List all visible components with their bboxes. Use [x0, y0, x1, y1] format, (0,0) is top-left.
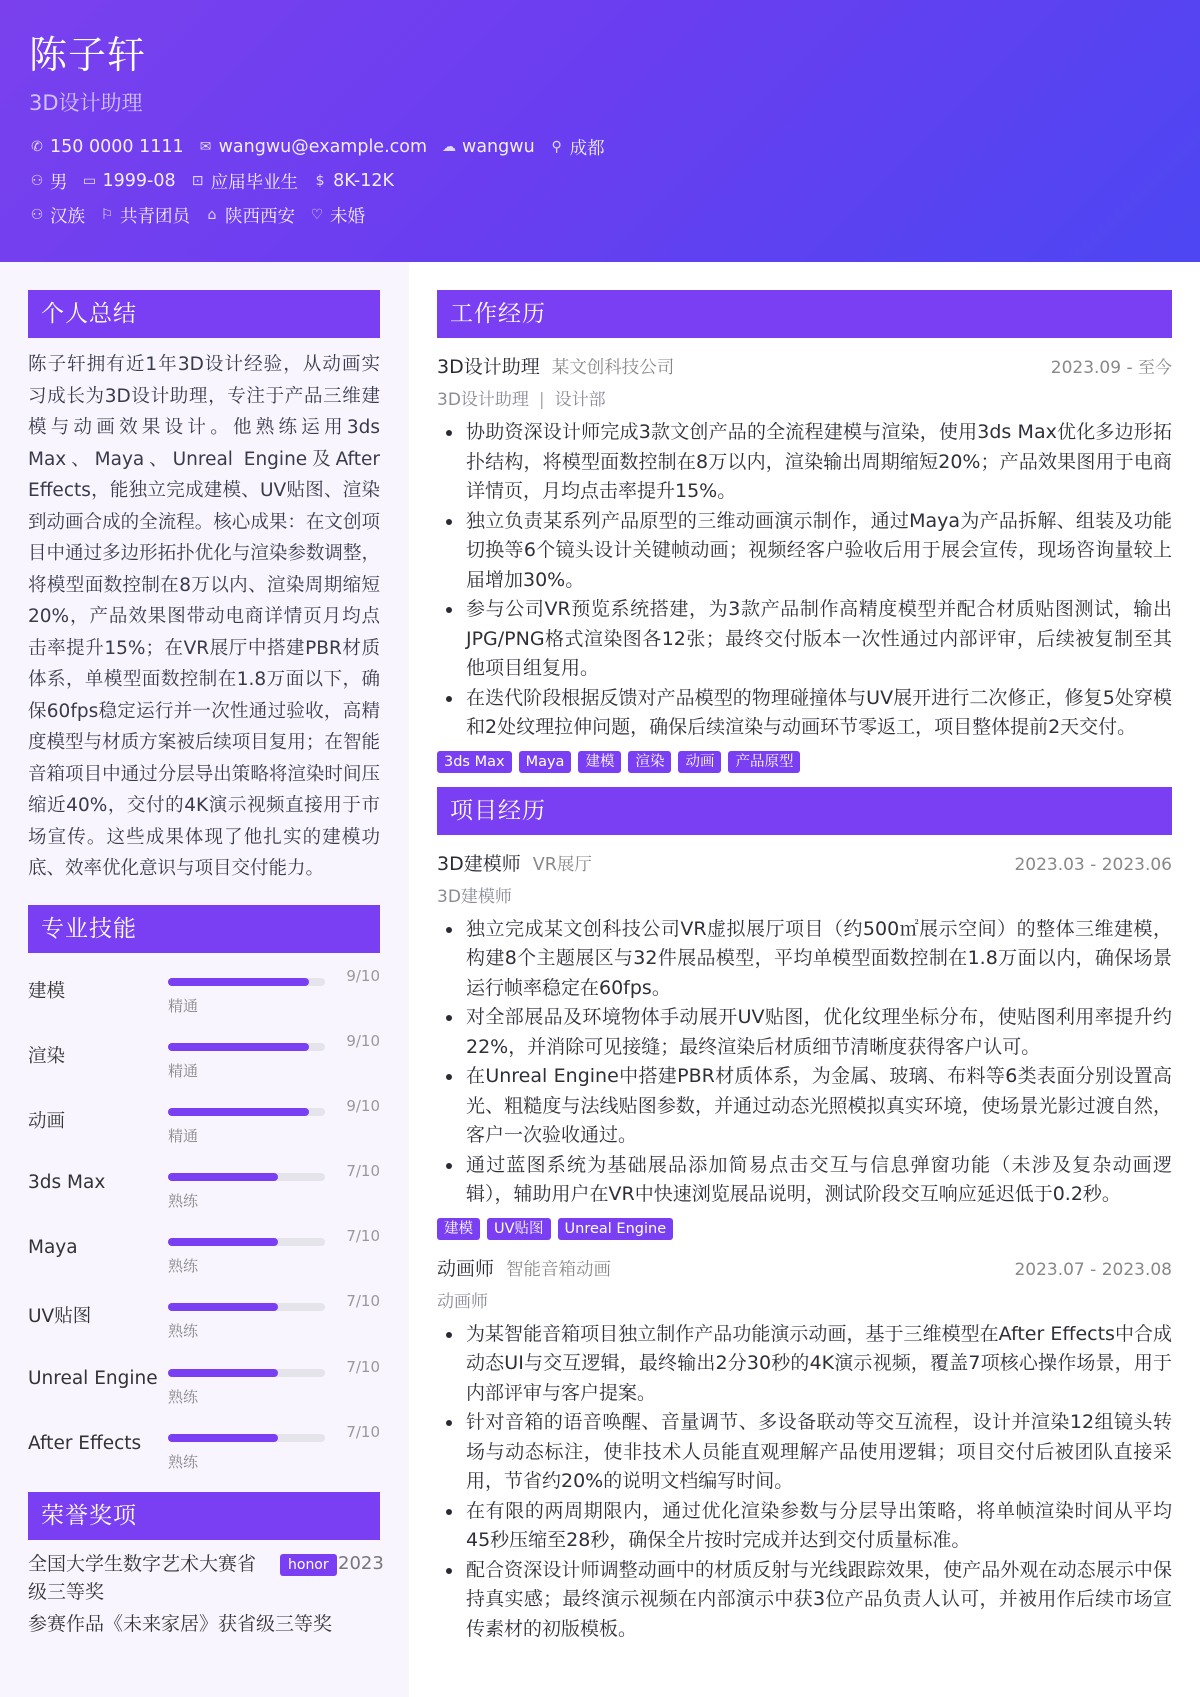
contact-info — [29, 132, 1200, 230]
project-entries — [437, 849, 1172, 1645]
bullet-list — [437, 1320, 1172, 1645]
honor-description: 参赛作品《未来家居》获省级三等奖 — [28, 1613, 333, 1635]
skill-bar-fill — [168, 978, 309, 986]
skill-tag: 渲染 — [628, 751, 671, 773]
info-text: 150 0000 1111 — [50, 137, 184, 157]
skill-tag: Unreal Engine — [558, 1218, 674, 1240]
info-item — [312, 171, 394, 191]
skill-level: 熟练 — [168, 1257, 199, 1276]
bullet-list — [437, 418, 1172, 743]
briefcase-icon: ⊡ — [191, 173, 204, 189]
entry-department: 设计部 — [554, 390, 606, 410]
skill-score: 9/10 — [346, 1031, 380, 1050]
skill-score: 7/10 — [346, 1422, 380, 1441]
skills-section — [28, 905, 380, 1483]
bullet-item: 针对音箱的语音唤醒、音量调节、多设备联动等交互流程，设计并渲染12组镜头转场与动态标注，使非技术人员能直观理解产品使用逻辑；项目交付后被团队直接采用，节省约20%的说明文档编写时间。 — [466, 1408, 1172, 1497]
skill-level: 熟练 — [168, 1322, 199, 1341]
entry-role: 3D建模师 — [437, 852, 521, 875]
skill-row — [28, 1221, 380, 1286]
skill-name: 渲染 — [28, 1045, 66, 1067]
user-icon: ⚇ — [30, 173, 44, 189]
skill-name: UV贴图 — [28, 1306, 92, 1328]
skill-tag: 建模 — [437, 1218, 480, 1240]
info-text: 应届毕业生 — [210, 172, 299, 193]
skill-bar-fill — [168, 1369, 278, 1377]
candidate-name: 陈子轩 — [29, 33, 147, 77]
bullet-item: 为某智能音箱项目独立制作产品功能演示动画，基于三维模型在After Effects中合成动态UI与交互逻辑，最终输出2分30秒的4K演示视频，覆盖7项核心操作场景，用于内部评审与客户提案。 — [466, 1320, 1172, 1409]
home-icon: ⌂ — [207, 207, 217, 223]
entry-header — [437, 1254, 1172, 1281]
entry-heading — [437, 849, 592, 876]
info-text: 8K-12K — [333, 171, 394, 191]
skill-score: 9/10 — [346, 966, 380, 985]
info-row — [29, 166, 1200, 196]
info-item — [29, 169, 68, 194]
info-text: 1999-08 — [102, 171, 176, 191]
skill-bar — [168, 1043, 325, 1051]
skill-bar — [168, 1173, 325, 1181]
skill-row — [28, 1091, 380, 1156]
skill-level: 精通 — [168, 1061, 199, 1080]
skill-row — [28, 1156, 380, 1221]
skill-bar-fill — [168, 1043, 309, 1051]
skill-bar — [168, 1369, 325, 1377]
skill-list — [28, 961, 380, 1483]
info-text: 汉族 — [50, 206, 85, 227]
skill-tag: 动画 — [678, 751, 721, 773]
skill-name: Unreal Engine — [28, 1367, 158, 1389]
entry-header — [437, 849, 1172, 876]
skill-tag: 3ds Max — [437, 751, 512, 773]
entry-date: 2023.09 - 至今 — [1050, 358, 1172, 378]
phone-icon: ✆ — [31, 139, 43, 155]
bullet-item: 在Unreal Engine中搭建PBR材质体系，为金属、玻璃、布料等6类表面分别设置高光、粗糙度与法线贴图参数，并通过动态光照模拟真实环境，使场景光影过渡自然，客户一次验收通过。 — [466, 1062, 1172, 1151]
skill-row — [28, 1286, 380, 1351]
info-row — [29, 200, 1200, 230]
info-item — [82, 171, 176, 191]
info-row — [29, 132, 1200, 162]
bullet-item: 参与公司VR预览系统搭建，为3款产品制作高精度模型并配合材质贴图测试，输出JPG/PNG格式渲染图各12张；最终交付版本一次性通过内部评审，后续被复制至其他项目组复用。 — [466, 595, 1172, 684]
skill-name: 建模 — [28, 980, 66, 1002]
skill-level: 精通 — [168, 1126, 199, 1145]
candidate-title: 3D设计助理 — [29, 91, 143, 115]
info-item — [204, 203, 295, 228]
entry-date: 2023.07 - 2023.08 — [1014, 1259, 1172, 1280]
skill-level: 精通 — [168, 996, 199, 1015]
skill-bar-fill — [168, 1173, 278, 1181]
work-entries — [437, 352, 1172, 773]
skill-bar — [168, 978, 325, 986]
skills-section-title: 专业技能 — [28, 905, 380, 953]
summary-section-title: 个人总结 — [28, 290, 380, 338]
skill-name: Maya — [28, 1237, 78, 1259]
info-item — [190, 169, 299, 194]
skill-score: 9/10 — [346, 1096, 380, 1115]
skill-bar — [168, 1108, 325, 1116]
skill-score: 7/10 — [346, 1357, 380, 1376]
heart-icon: ♡ — [310, 207, 324, 223]
skill-score: 7/10 — [346, 1292, 380, 1311]
bullet-item: 独立完成某文创科技公司VR虚拟展厅项目（约500㎡展示空间）的整体三维建模，构建8个主题展区与32件展品模型，平均单模型面数控制在1.8万面以内，确保场景运行帧率稳定在60fps。 — [466, 915, 1172, 1004]
info-text: 男 — [50, 172, 68, 193]
right-column — [437, 290, 1172, 1644]
info-text: wangwu@example.com — [218, 137, 428, 157]
entry-position: 3D设计助理 — [437, 390, 529, 410]
skill-tag: UV贴图 — [487, 1218, 551, 1240]
skill-bar-fill — [168, 1303, 278, 1311]
info-text: wangwu — [462, 137, 535, 157]
entry-position: 动画师 — [437, 1291, 488, 1312]
entry-heading — [437, 352, 674, 379]
skill-bar-fill — [168, 1108, 309, 1116]
skill-bar — [168, 1434, 325, 1442]
skill-bar-fill — [168, 1434, 278, 1442]
skill-name: 动画 — [28, 1110, 66, 1132]
projects-section-title: 项目经历 — [437, 787, 1172, 835]
bullet-item: 通过蓝图系统为基础展品添加简易点击交互与信息弹窗功能（未涉及复杂动画逻辑），辅助用户在VR中快速浏览展品说明，测试阶段交互响应延迟低于0.2秒。 — [466, 1151, 1172, 1210]
honor-item — [28, 1550, 384, 1606]
entry-organization: VR展厅 — [532, 854, 592, 875]
info-text: 共青团员 — [120, 206, 190, 227]
entry-subtitle — [437, 1287, 1172, 1312]
location-icon: ⚲ — [551, 139, 562, 155]
skill-level: 熟练 — [168, 1452, 199, 1471]
tag-list — [437, 1218, 1172, 1240]
honor-year: 2023 — [338, 1553, 384, 1574]
info-text: 陕西西安 — [225, 206, 295, 227]
info-item — [549, 135, 605, 160]
calendar-icon: ▭ — [82, 173, 97, 189]
bullet-item: 独立负责某系列产品原型的三维动画演示制作，通过Maya为产品拆解、组装及功能切换等6个镜头设计关键帧动画；视频经客户验收后用于展会宣传，现场咨询量较上届增加30%。 — [466, 507, 1172, 596]
info-item — [29, 137, 184, 157]
honors-section-title: 荣誉奖项 — [28, 1492, 380, 1540]
entry-organization: 某文创科技公司 — [551, 358, 675, 378]
money-icon: $ — [315, 173, 325, 189]
honors-section — [28, 1492, 384, 1638]
work-section-title: 工作经历 — [437, 290, 1172, 338]
entry-header — [437, 352, 1172, 379]
skill-name: 3ds Max — [28, 1172, 106, 1194]
info-item — [99, 203, 190, 228]
entry-organization: 智能音箱动画 — [506, 1259, 612, 1280]
entry-role: 3D设计助理 — [437, 356, 540, 378]
left-column — [28, 290, 384, 1638]
people-icon: ⚇ — [30, 207, 44, 223]
bullet-item: 对全部展品及环境物体手动展开UV贴图，优化纹理坐标分布，使贴图利用率提升约22%，并消除可见接缝；最终渲染后材质细节清晰度获得客户认可。 — [466, 1003, 1172, 1062]
skill-name: After Effects — [28, 1432, 142, 1454]
bullet-item: 配合资深设计师调整动画中的材质反射与光线跟踪效果，使产品外观在动态展示中保持真实感；最终演示视频在内部演示中获3位产品负责人认可，并被用作后续市场宣传素材的初版模板。 — [466, 1556, 1172, 1645]
separator: | — [538, 390, 545, 410]
skill-tag: Maya — [519, 751, 572, 773]
info-item — [309, 203, 365, 228]
mail-icon: ✉ — [199, 139, 212, 155]
bullet-item: 协助资深设计师完成3款文创产品的全流程建模与渲染，使用3ds Max优化多边形拓扑结构，将模型面数控制在8万以内，渲染输出周期缩短20%；产品效果图用于电商详情页，月均点击率提升15%。 — [466, 418, 1172, 507]
flag-icon: ⚐ — [100, 207, 114, 223]
skill-bar-fill — [168, 1238, 278, 1246]
info-item — [29, 203, 85, 228]
skill-score: 7/10 — [346, 1162, 380, 1181]
skill-row — [28, 961, 380, 1026]
tag-list — [437, 751, 1172, 773]
wechat-icon: ☁ — [442, 139, 457, 155]
honor-text: 全国大学生数字艺术大赛省级三等奖 — [28, 1553, 257, 1603]
skill-tag: 产品原型 — [728, 751, 800, 773]
skill-score: 7/10 — [346, 1227, 380, 1246]
skill-bar — [168, 1238, 325, 1246]
skill-level: 熟练 — [168, 1387, 199, 1406]
skill-row — [28, 1417, 380, 1482]
entry-subtitle — [437, 385, 1172, 410]
skill-level: 熟练 — [168, 1192, 199, 1211]
resume-header — [0, 0, 1200, 262]
entry-role: 动画师 — [437, 1257, 495, 1280]
entry-date: 2023.03 - 2023.06 — [1014, 854, 1172, 875]
skill-bar — [168, 1303, 325, 1311]
info-text: 未婚 — [330, 206, 365, 227]
skill-tag: 建模 — [578, 751, 621, 773]
honor-badge: honor — [280, 1554, 337, 1576]
bullet-list — [437, 915, 1172, 1210]
bullet-item: 在迭代阶段根据反馈对产品模型的物理碰撞体与UV展开进行二次修正，修复5处穿模和2处纹理拉伸问题，确保后续渲染与动画环节零返工，项目整体提前2天交付。 — [466, 684, 1172, 743]
skill-row — [28, 1026, 380, 1091]
skill-row — [28, 1352, 380, 1417]
info-item — [441, 137, 535, 157]
entry-heading — [437, 1254, 611, 1281]
bullet-item: 在有限的两周期限内，通过优化渲染参数与分层导出策略，将单帧渲染时间从平均45秒压缩至28秒，确保全片按时完成并达到交付质量标准。 — [466, 1497, 1172, 1556]
entry-subtitle — [437, 882, 1172, 907]
info-item — [198, 137, 427, 157]
summary-text: 陈子轩拥有近1年3D设计经验，从动画实习成长为3D设计助理，专注于产品三维建模与动画效果设计。他熟练运用3ds Max、Maya、Unreal Engine及After Effects，能独立完成建模、UV贴图、渲染到动画合成的全流程。核心成果：在文创项目中通过多边形拓扑优化与渲染参数调整，将模型面数控制在8万以内、渲染周期缩短20%，产品效果图带动电商详情页月均点击率提升15%；在VR展厅中搭建PBR材质体系，单模型面数控制在1.8万面以下，确保60fps稳定运行并一次性通过验收，高精度模型与材质方案被后续项目复用；在智能音箱项目中通过分层导出策略将渲染时间压缩近40%，交付的4K演示视频直接用于市场宣传。这些成果体现了他扎实的建模功底、效率优化意识与项目交付能力。 — [28, 354, 380, 879]
entry-position: 3D建模师 — [437, 886, 512, 907]
info-text: 成都 — [569, 138, 605, 159]
